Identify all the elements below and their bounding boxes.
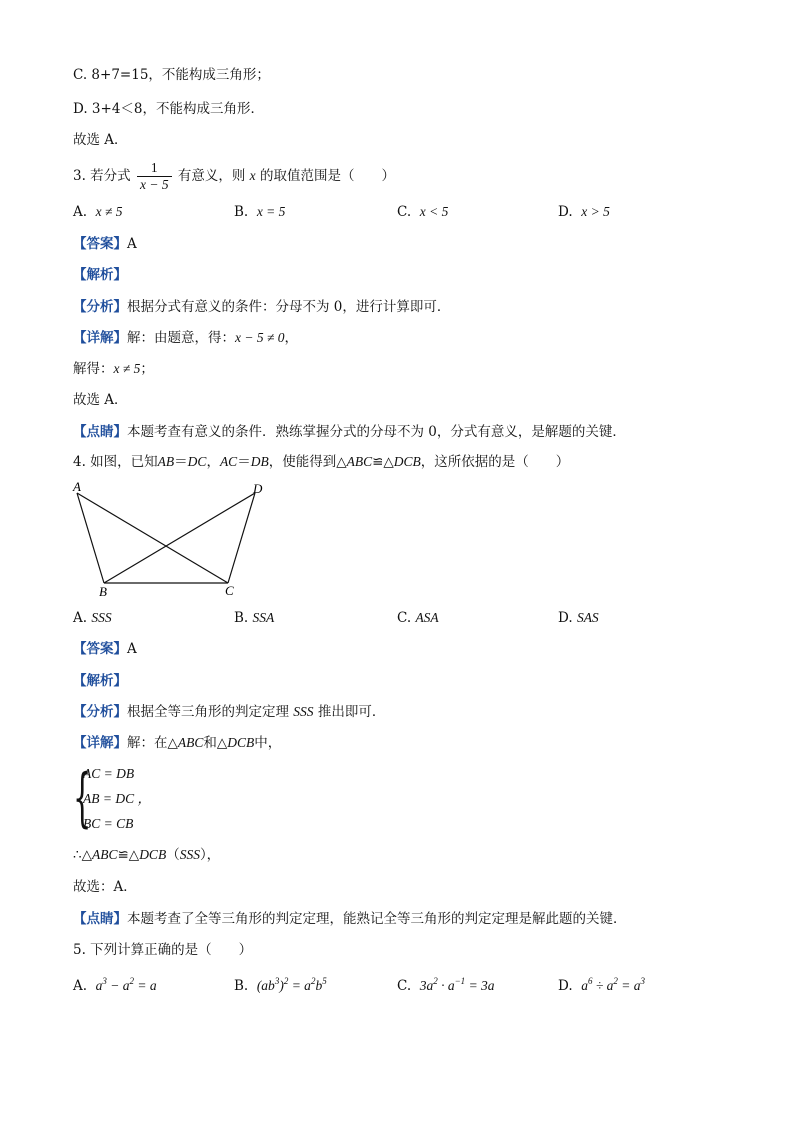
q4-analysis: 【解析】 bbox=[73, 673, 127, 689]
point-label-c: C bbox=[225, 583, 234, 598]
q3-fenxi: 【分析】根据分式有意义的条件：分母不为 0，进行计算即可． bbox=[73, 299, 451, 315]
q5-stem: 5. 下列计算正确的是（ ） bbox=[73, 942, 253, 958]
q4-figure bbox=[68, 478, 278, 602]
q2-choose: 故选 A． bbox=[73, 132, 128, 148]
q3-suffix: 有意义，则 bbox=[177, 168, 246, 184]
q5-option-c: C. $3a^2 \cdot a^{-1} = 3a$ bbox=[397, 976, 495, 994]
q3-xiangjie: 【详解】解：由题意，得：x − 5 ≠ 0， bbox=[73, 330, 299, 346]
q4-answer: 【答案】A bbox=[73, 641, 137, 657]
point-label-d: D bbox=[253, 481, 263, 496]
equation-row: BC = CB bbox=[83, 816, 134, 831]
q3-jiede: 解得：x ≠ 5； bbox=[73, 361, 154, 377]
q3-frac-den: x − 5 bbox=[139, 177, 169, 192]
q5-option-b: B. $(ab^3)^2 = a^2b^5$ bbox=[234, 976, 327, 994]
q4-option-b: B. SSA bbox=[234, 610, 275, 626]
q5-option-d: D. $a^6 \div a^2 = a^3$ bbox=[558, 976, 646, 994]
q3-choose: 故选 A． bbox=[73, 392, 128, 408]
q4-stem: 4. 如图，已知AB＝DC，AC＝DB，使能得到△ABC≌△DCB，这所依据的是（ ） bbox=[73, 454, 570, 470]
q2-option-c-text: C. 8+7=15，不能构成三角形； bbox=[73, 67, 270, 83]
q2-option-d-text: D. 3+4＜8，不能构成三角形． bbox=[73, 101, 265, 117]
q3-fraction bbox=[137, 160, 172, 193]
q3-option-b: B. x = 5 bbox=[234, 204, 286, 220]
q4-option-d: D. SAS bbox=[558, 610, 599, 626]
q3-prefix: 3. 若分式 bbox=[73, 168, 131, 184]
q4-choose: 故选：A． bbox=[73, 879, 137, 895]
q4-option-c: C. ASA bbox=[397, 610, 439, 626]
q3-answer: 【答案】A bbox=[73, 236, 137, 252]
q5-option-a: A. $a^3 - a^2 = a$ bbox=[73, 976, 157, 994]
q3-analysis: 【解析】 bbox=[73, 267, 127, 283]
q4-option-a: A. SSS bbox=[73, 610, 112, 626]
q3-var: x bbox=[249, 168, 256, 183]
point-label-a: A bbox=[73, 479, 81, 494]
q3-stem bbox=[73, 158, 395, 194]
q4-xiangjie: 【详解】解：在△ABC和△DCB中， bbox=[73, 735, 282, 751]
q3-suffix2: 的取值范围是（ ） bbox=[259, 168, 395, 184]
point-label-b: B bbox=[99, 584, 107, 599]
q4-conclusion: ∴△ABC≌△DCB（SSS）， bbox=[73, 847, 221, 863]
q3-frac-num: 1 bbox=[137, 160, 172, 177]
equation-row: AC = DB bbox=[83, 766, 135, 781]
q3-option-a: A. x ≠ 5 bbox=[73, 204, 123, 220]
left-brace: { bbox=[73, 761, 92, 835]
q3-option-c: C. x < 5 bbox=[397, 204, 449, 220]
q4-dianjing: 【点睛】本题考查了全等三角形的判定定理，能熟记全等三角形的判定定理是解此题的关键． bbox=[73, 911, 627, 927]
q4-fenxi: 【分析】根据全等三角形的判定定理 SSS 推出即可． bbox=[73, 704, 386, 720]
equation-row: AB = DC ， bbox=[83, 791, 151, 806]
q3-option-d: D. x > 5 bbox=[558, 204, 610, 220]
q3-dianjing: 【点睛】本题考查有意义的条件．熟练掌握分式的分母不为 0，分式有意义，是解题的关键． bbox=[73, 424, 626, 440]
